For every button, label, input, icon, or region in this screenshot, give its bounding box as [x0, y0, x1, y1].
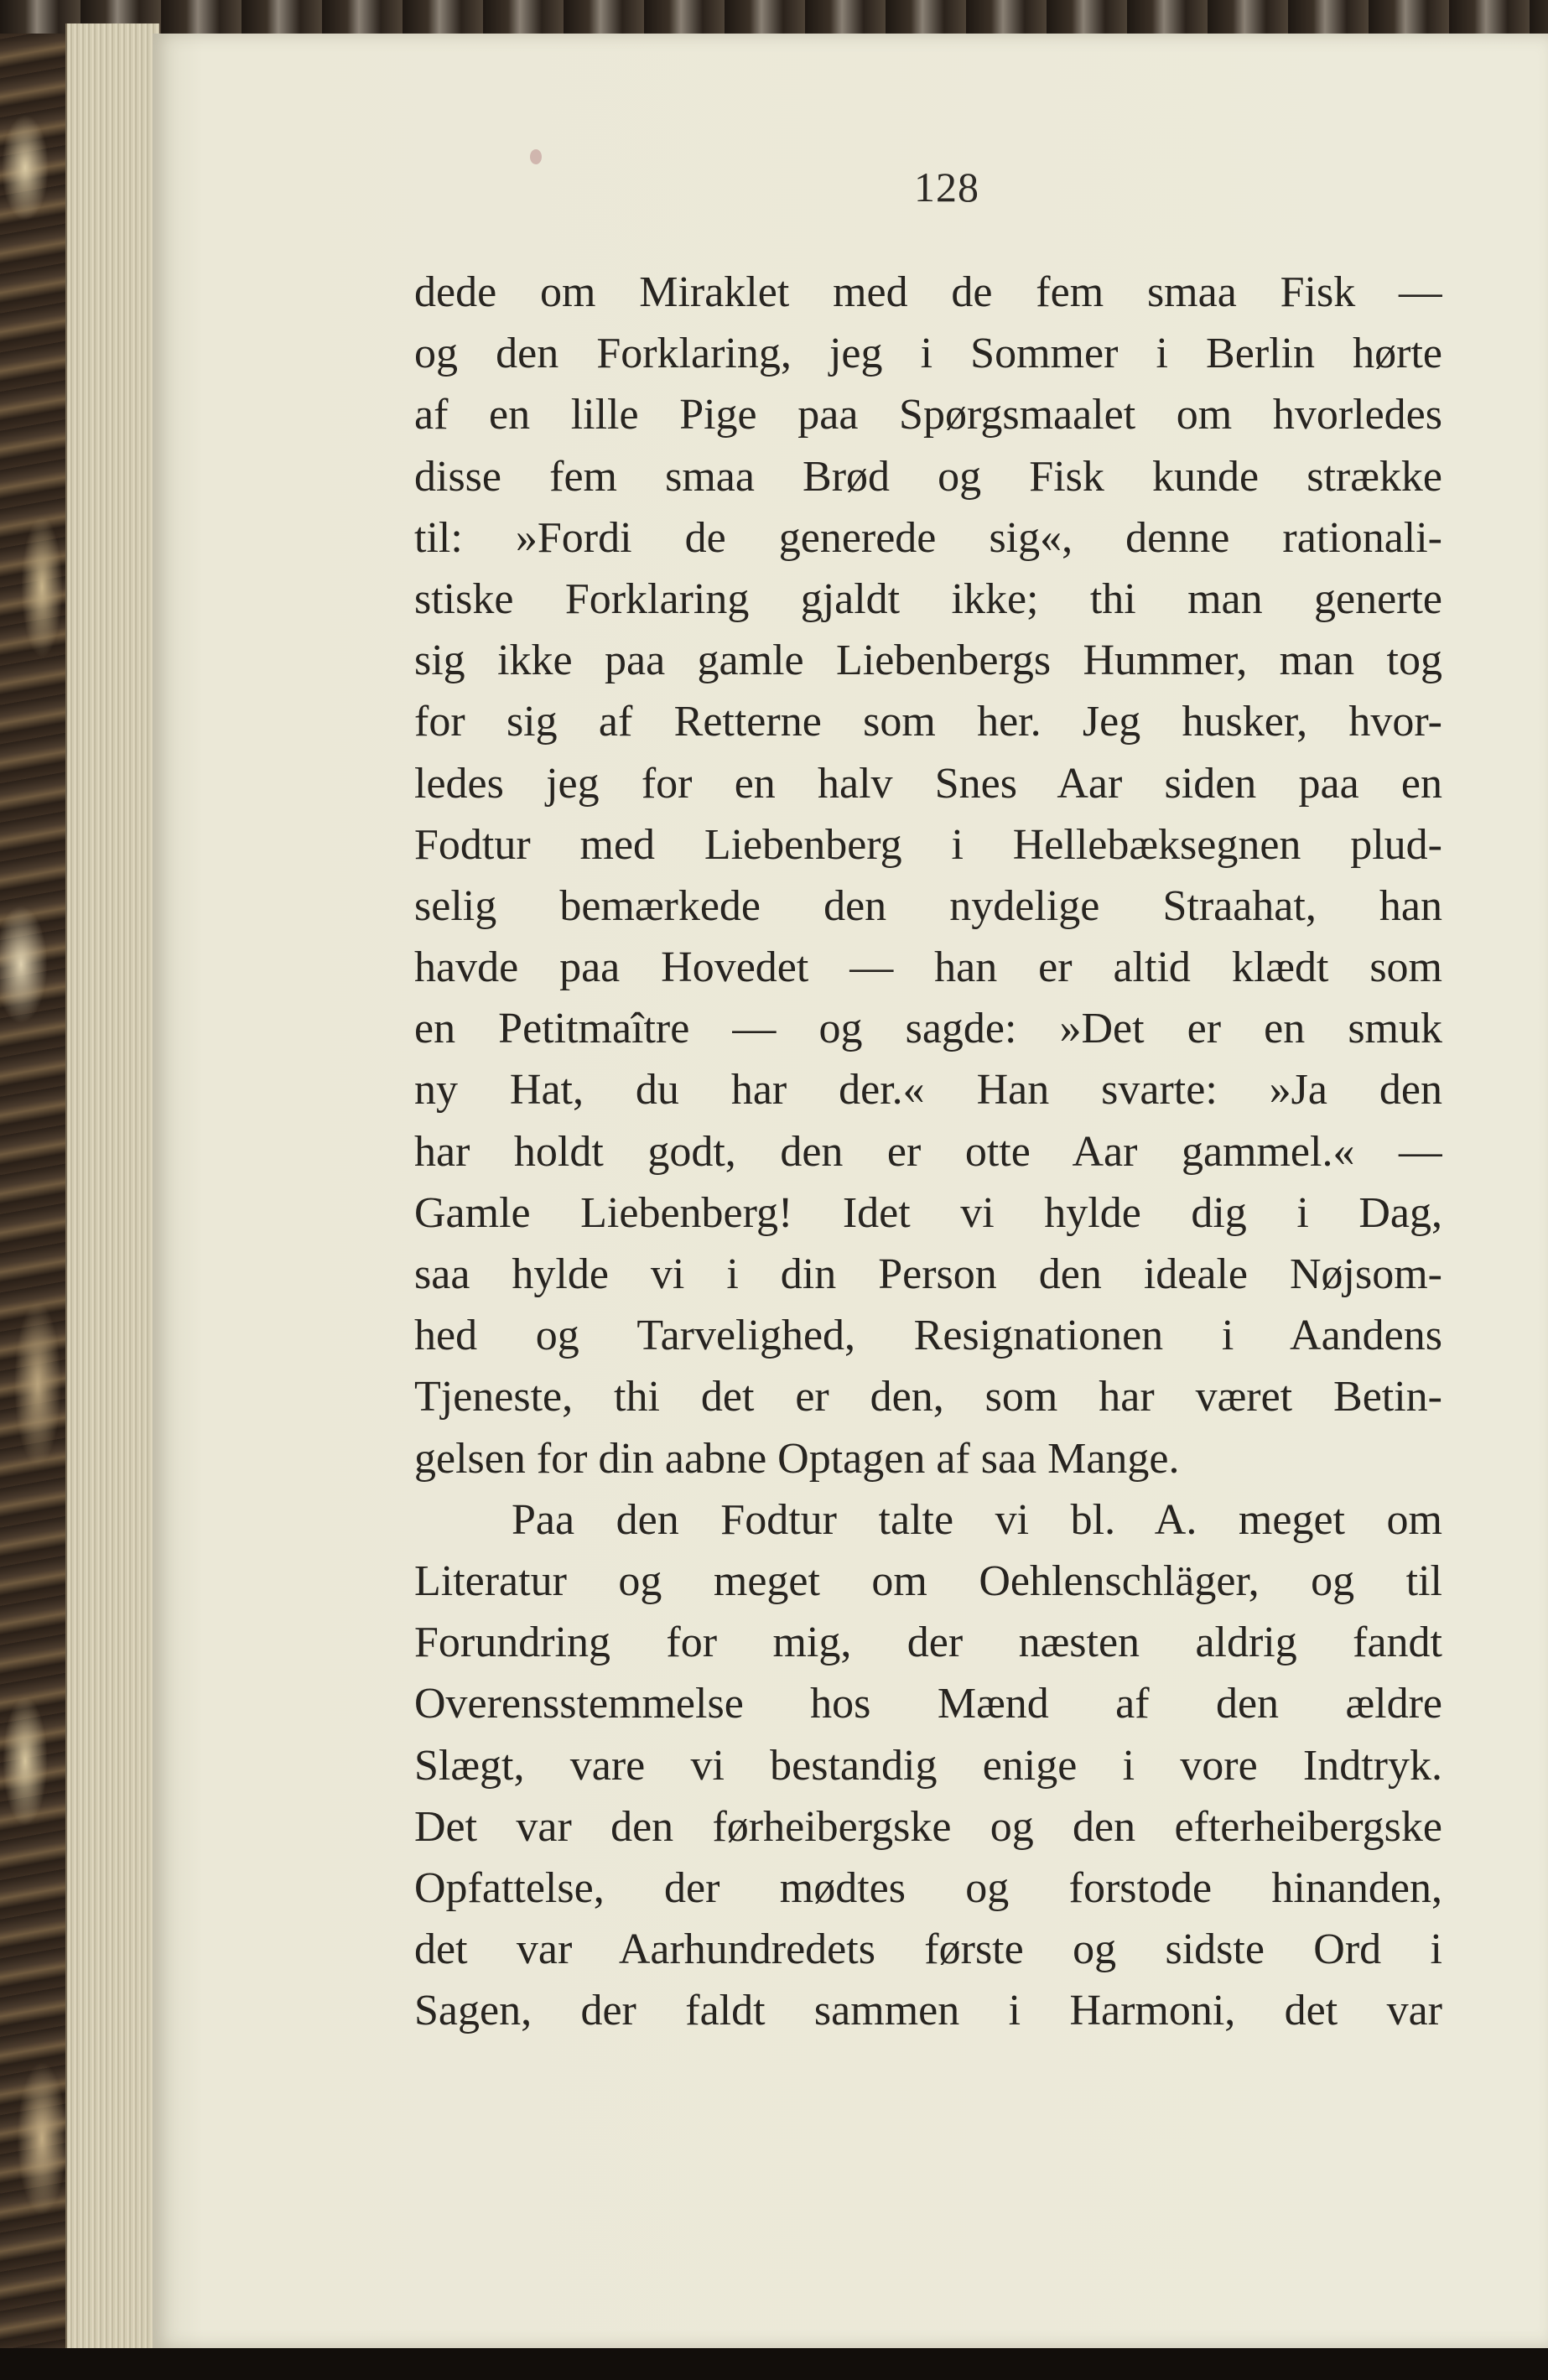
text-line: sig ikke paa gamle Liebenbergs Hummer, man tog	[414, 637, 1442, 685]
text-line: det var Aarhundredets første og sidste Ord i	[414, 1925, 1442, 1974]
text-line: stiske Forklaring gjaldt ikke; thi man generte	[414, 574, 1442, 623]
text-line: saa hylde vi i din Person den ideale Nøjsom-	[414, 1250, 1442, 1298]
text-line: havde paa Hovedet — han er altid klædt som	[414, 943, 1442, 992]
text-line: gelsen for din aabne Optagen af saa Mange.	[414, 1434, 1180, 1483]
text-line: Tjeneste, thi det er den, som har været Betin-	[414, 1373, 1442, 1421]
text-line: Literatur og meget om Oehlenschläger, og til	[414, 1556, 1442, 1605]
text-line-indented: Paa den Fodtur talte vi bl. A. meget om	[512, 1495, 1442, 1544]
text-line: Det var den førheibergske og den efterheibergske	[414, 1802, 1442, 1851]
text-line: Opfattelse, der mødtes og forstode hinanden,	[414, 1863, 1442, 1912]
text-line: til: »Fordi de generede sig«, denne rationali-	[414, 513, 1442, 562]
text-line: Forundring for mig, der næsten aldrig fandt	[414, 1619, 1442, 1667]
text-line: for sig af Retterne som her. Jeg husker, hvor-	[414, 698, 1442, 746]
text-line: disse fem smaa Brød og Fisk kunde strække	[414, 452, 1442, 501]
text-line: en Petitmaître — og sagde: »Det er en smuk	[414, 1005, 1442, 1053]
book-cover-bottom	[0, 2348, 1548, 2380]
book-cover-top	[0, 0, 1548, 34]
text-line: ledes jeg for en halv Snes Aar siden paa en	[414, 759, 1442, 808]
text-line: selig bemærkede den nydelige Straahat, han	[414, 881, 1442, 930]
text-line: Fodtur med Liebenberg i Hellebæksegnen plud-	[414, 820, 1442, 869]
page-edges	[65, 23, 159, 2348]
text-line: har holdt godt, den er otte Aar gammel.« —	[414, 1127, 1442, 1176]
ink-spot	[530, 149, 542, 164]
text-line: Slægt, vare vi bestandig enige i vore Indtryk.	[414, 1741, 1442, 1790]
text-line: dede om Miraklet med de fem smaa Fisk —	[414, 268, 1442, 316]
body-text	[414, 262, 1442, 2041]
text-line: og den Forklaring, jeg i Sommer i Berlin hørte	[414, 330, 1442, 378]
page-number: 128	[914, 164, 979, 210]
text-line: hed og Tarvelighed, Resignationen i Aandens	[414, 1312, 1442, 1360]
text-line: Overensstemmelse hos Mænd af den ældre	[414, 1680, 1442, 1728]
text-line: Gamle Liebenberg! Idet vi hylde dig i Dag,	[414, 1188, 1442, 1237]
text-line: Sagen, der faldt sammen i Harmoni, det var	[414, 1987, 1442, 2035]
text-line: ny Hat, du har der.« Han svarte: »Ja den	[414, 1066, 1442, 1115]
text-line: af en lille Pige paa Spørgsmaalet om hvorledes	[414, 391, 1442, 439]
